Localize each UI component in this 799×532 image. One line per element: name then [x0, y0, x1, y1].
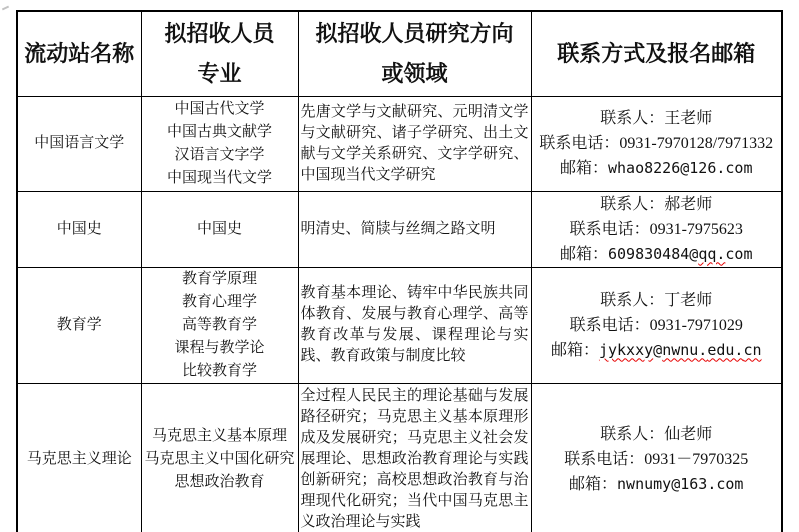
email-label: 邮箱： — [559, 160, 608, 177]
contact-phone: 联系电话：0931-7970128/7971332 — [539, 135, 774, 152]
table-row — [17, 267, 782, 383]
email-label: 邮箱： — [550, 341, 599, 359]
contact-cell — [531, 267, 782, 383]
major-item: 中国古代文学 — [174, 100, 265, 117]
header-station-name — [17, 11, 141, 96]
email-label: 邮箱： — [569, 475, 618, 493]
contact-email — [532, 338, 782, 363]
email-text: jykxxy — [598, 340, 654, 359]
research-text: 教育基本理论、铸牢中华民族共同体教育、发展与教育心理学、高等教育改革与发展、课程理论与实践、教育政策与制度比较 — [300, 285, 529, 364]
header-text: 专业 — [197, 60, 242, 86]
table-row — [17, 383, 782, 532]
table-header-row — [17, 11, 782, 96]
majors-cell — [141, 267, 298, 383]
major-item: 马克思主义基本原理 — [151, 427, 287, 444]
major-item: 中国史 — [196, 220, 242, 237]
contact-person: 联系人：丁老师 — [600, 291, 713, 309]
header-contact-email — [531, 11, 782, 96]
station-cell — [17, 96, 141, 191]
header-text: 联系方式及报名邮箱 — [557, 40, 756, 66]
station-cell — [17, 383, 141, 532]
contact-phone: 联系电话：0931-7975623 — [569, 220, 743, 238]
major-item: 教育学原理 — [181, 270, 257, 287]
major-item: 教育心理学 — [181, 293, 257, 310]
contact-phone: 联系电话：0931－7970325 — [564, 450, 749, 468]
email-text: qq. — [698, 244, 726, 263]
majors-cell — [141, 383, 298, 532]
contact-person: 联系人：仙老师 — [600, 425, 713, 443]
contact-person: 联系人：王老师 — [600, 110, 713, 127]
email-text: @ — [653, 340, 663, 359]
scan-artifact — [2, 6, 9, 11]
major-item: 高等教育学 — [181, 316, 257, 333]
contact-cell — [531, 383, 782, 532]
research-text: 明清史、简牍与丝绸之路文明 — [300, 220, 496, 237]
header-text: 或领域 — [381, 60, 448, 86]
station-name: 教育学 — [56, 316, 102, 333]
major-item: 比较教育学 — [181, 362, 257, 379]
research-cell — [298, 383, 531, 532]
email-text: 609830484@ — [608, 244, 699, 263]
email-text: nwnu. — [662, 340, 708, 359]
email-label: 邮箱： — [559, 245, 608, 263]
major-item: 中国古典文献学 — [166, 123, 272, 140]
recruitment-table — [16, 10, 783, 532]
station-name: 中国史 — [56, 220, 102, 237]
major-item: 课程与教学论 — [174, 339, 265, 356]
station-cell — [17, 267, 141, 383]
email-text: whao8226@126.com — [608, 159, 753, 177]
station-cell — [17, 191, 141, 267]
research-cell — [298, 267, 531, 383]
major-item: 思想政治教育 — [174, 473, 265, 490]
contact-phone: 联系电话：0931-7971029 — [569, 316, 743, 334]
research-cell — [298, 191, 531, 267]
contact-cell — [531, 96, 782, 191]
table-row — [17, 191, 782, 267]
contact-email — [532, 242, 782, 267]
header-text: 拟招收人员 — [164, 20, 275, 46]
header-research-direction — [298, 11, 531, 96]
station-name: 马克思主义理论 — [26, 450, 132, 467]
email-text: cn — [743, 340, 762, 359]
research-text: 全过程人民民主的理论基础与发展路径研究；马克思主义基本原理形成及发展研究；马克思主义社会发展理论、思想政治教育理论与实践创新研究；高校思想政治教育与治理现代化研究；当代中国马克思主义政治理论与实践 — [300, 387, 529, 530]
majors-cell — [141, 191, 298, 267]
contact-cell — [531, 191, 782, 267]
header-recruit-majors — [141, 11, 298, 96]
major-item: 中国现当代文学 — [166, 169, 272, 186]
majors-cell — [141, 96, 298, 191]
research-cell — [298, 96, 531, 191]
station-name: 中国语言文学 — [34, 135, 125, 151]
research-text: 先唐文学与文献研究、元明清文学与文献研究、诸子学研究、出土文献与文学关系研究、文字学研究、中国现当代文学研究 — [300, 103, 529, 183]
email-text: nwnumy@163.com — [617, 474, 744, 493]
contact-person: 联系人：郝老师 — [600, 195, 713, 213]
header-text: 流动站名称 — [24, 40, 135, 66]
table-row — [17, 96, 782, 191]
contact-email — [532, 156, 782, 181]
major-item: 汉语言文字学 — [174, 146, 265, 163]
major-item: 马克思主义中国化研究 — [144, 450, 295, 467]
email-text: com — [725, 244, 753, 263]
header-text: 拟招收人员研究方向 — [315, 20, 514, 46]
email-text: edu. — [707, 340, 744, 359]
contact-email — [532, 472, 782, 497]
